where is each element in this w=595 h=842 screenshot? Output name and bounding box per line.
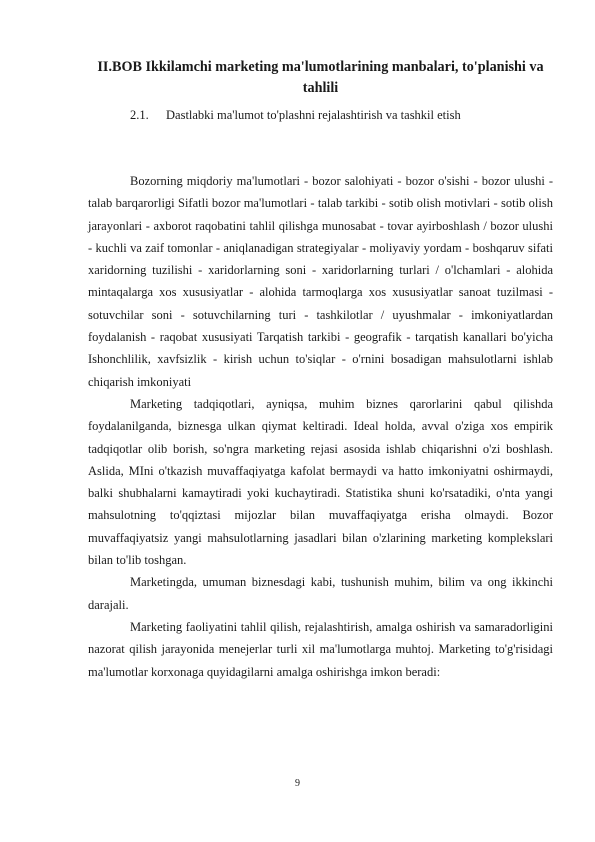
body-text bbox=[88, 170, 553, 683]
chapter-title: II.BOB Ikkilamchi marketing ma'lumotlarining manbalari, to'planishi va tahlili bbox=[97, 59, 544, 96]
section-heading bbox=[130, 106, 461, 124]
section-title: Dastlabki ma'lumot to'plashni rejalashtirish va tashkil etish bbox=[166, 108, 461, 122]
section-number: 2.1. bbox=[130, 108, 149, 122]
paragraph: Marketing faoliyatini tahlil qilish, rejalashtirish, amalga oshirish va samaradorligini nazorat qilish jarayonida menejerlar turli xil ma'lumotlarga muhtoj. Marketing to'g'risidagi ma'lumotlar korxonaga quyidagilarni amalga oshirishga imkon beradi: bbox=[88, 619, 553, 679]
paragraph: Bozorning miqdoriy ma'lumotlari - bozor salohiyati - bozor o'sishi - bozor ulushi - talab barqarorligi Sifatli bozor ma'lumotlari - talab tarkibi - sotib olish motivlari - sotib olish jarayonlari - axborot raqobatini tahlil qilishga munosabat - tovar ayirboshlash / bozor ulushi - kuchli va zaif tomonlar - aniqlanadigan strategiyalar - moliyaviy yordam - boshqaruv sifati xaridorning tuzilishi - xaridorlarning soni - xaridorlarning turlari / o'lchamlari - alohida mintaqalarga xos xususiyatlar - alohida tarmoqlarga xos xususiyatlar sanoat tuzilmasi - sotuvchilar soni - sotuvchilarning turi - tashkilotlar / uyushmalar - imkoniyatlardan foydalanish - raqobat xususiyati Tarqatish tarkibi - geografik - tarqatish kanallari bo'yicha Ishonchlilik, xavfsizlik - kirish uchun to'siqlar - o'rnini bosadigan mahsulotlarni ishlab chiqarish imkoniyati bbox=[88, 174, 553, 389]
paragraph: Marketingda, umuman biznesdagi kabi, tushunish muhim, bilim va ong ikkinchi darajali. bbox=[88, 575, 553, 612]
page-number: 9 bbox=[295, 778, 300, 789]
paragraph: Marketing tadqiqotlari, ayniqsa, muhim biznes qarorlarini qabul qilishda foydalanilganda, biznesga ulkan qiymat keltiradi. Ideal holda, avval o'ziga xos empirik tadqiqotlar olib borish, so'ngra marketing rejasi asosida ishlab chiqarishni o'zi boshlash. Aslida, MIni o'tkazish muvaffaqiyatga kafolat bermaydi va hatto imkoniyatni oshirmaydi, balki shubhalarni kamaytiradi yoki kuchaytiradi. Statistika shuni ko'rsatadiki, o'nta yangi mahsulotning to'qqiztasi mijozlar bilan muvaffaqiyatga erisha olmaydi. Bozor muvaffaqiyatsiz yangi mahsulotlarning jasadlari bilan o'zlarining marketing komplekslari bilan to'lib toshgan. bbox=[88, 396, 553, 568]
